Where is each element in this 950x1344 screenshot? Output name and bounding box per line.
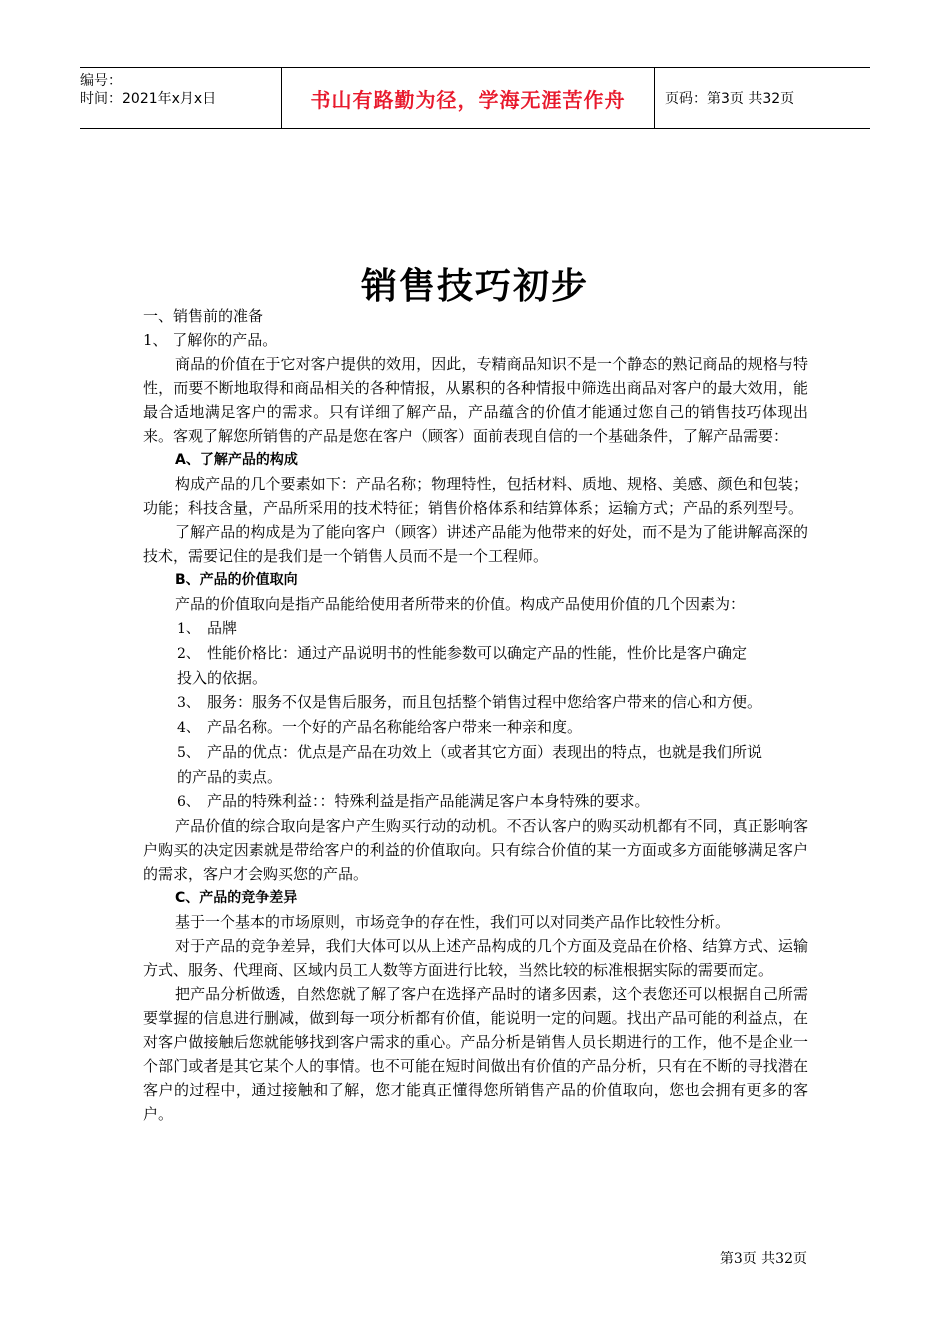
list-item: 5、 产品的优点：优点是产品在功效上（或者其它方面）表现出的特点，也就是我们所说 bbox=[177, 743, 763, 761]
paragraph: 商品的价值在于它对客户提供的效用，因此，专精商品知识不是一个静态的熟记商品的规格与特性，而要不断地取得和商品相关的各种情报，从累积的各种情报中筛选出商品对客户的最大效用，能最合适地满足客户的需求。只有详细了解产品，产品蕴含的价值才能通过您自己的销售技巧体现出来。客观了解您所销售的产品是您在客户（顾客）面前表现自信的一个基础条件，了解产品需要： bbox=[143, 355, 808, 445]
section-heading: 一、销售前的准备 bbox=[143, 307, 264, 325]
subsection-heading: 1、 了解你的产品。 bbox=[143, 331, 278, 349]
paragraph: 基于一个基本的市场原则，市场竞争的存在性，我们可以对同类产品作比较性分析。 bbox=[175, 913, 731, 931]
list-item-continuation: 的产品的卖点。 bbox=[177, 768, 283, 786]
bold-heading-b: B、产品的价值取向 bbox=[175, 572, 298, 588]
list-item: 1、 品牌 bbox=[177, 619, 238, 637]
bold-heading-c: C、产品的竞争差异 bbox=[175, 890, 298, 906]
date-label: 时间：2021年x月x日 bbox=[80, 91, 217, 107]
paragraph: 构成产品的几个要素如下：产品名称；物理特性，包括材料、质地、规格、美感、颜色和包装；功能；科技含量，产品所采用的技术特征；销售价格体系和结算体系；运输方式；产品的系列型号。 bbox=[143, 475, 808, 517]
page-footer: 第3页 共32页 bbox=[719, 1251, 807, 1267]
motto: 书山有路勤为径，学海无涯苦作舟 bbox=[310, 87, 626, 112]
paragraph: 产品价值的综合取向是客户产生购买行动的动机。不否认客户的购买动机都有不同，真正影响客户购买的决定因素就是带给客户的利益的价值取向。只有综合价值的某一方面或多方面能够满足客户的需求，客户才会购买您的产品。 bbox=[143, 817, 808, 883]
list-item: 4、 产品名称。一个好的产品名称能给客户带来一种亲和度。 bbox=[177, 718, 583, 736]
header-page-cell bbox=[655, 68, 870, 128]
bold-heading-a: A、了解产品的构成 bbox=[175, 452, 298, 468]
header-motto-cell bbox=[281, 68, 655, 128]
document-body bbox=[143, 304, 808, 1126]
list-item-continuation: 投入的依据。 bbox=[177, 669, 268, 687]
list-item: 6、 产品的特殊利益：：特殊利益是指产品能满足客户本身特殊的要求。 bbox=[177, 792, 650, 810]
number-label: 编号： bbox=[80, 73, 122, 89]
list-item: 3、 服务：服务不仅是售后服务，而且包括整个销售过程中您给客户带来的信心和方便。 bbox=[177, 693, 763, 711]
header-meta bbox=[80, 68, 281, 128]
document-title: 销售技巧初步 bbox=[360, 266, 589, 307]
paragraph: 把产品分析做透，自然您就了解了客户在选择产品时的诸多因素，这个表您还可以根据自己所需要掌握的信息进行删减，做到每一项分析都有价值，能说明一定的问题。找出产品可能的利益点，在对客户做接触后您就能够找到客户需求的重心。产品分析是销售人员长期进行的工作，他不是企业一个部门或者是其它某个人的事情。也不可能在短时间做出有价值的产品分析，只有在不断的寻找潜在客户的过程中，通过接触和了解，您才能真正懂得您所销售产品的价值取向，您也会拥有更多的客户。 bbox=[143, 985, 808, 1123]
paragraph: 对于产品的竞争差异，我们大体可以从上述产品构成的几个方面及竞品在价格、结算方式、运输方式、服务、代理商、区域内员工人数等方面进行比较，当然比较的标准根据实际的需要而定。 bbox=[143, 937, 808, 979]
header-table bbox=[80, 67, 870, 129]
list-item: 2、 性能价格比：通过产品说明书的性能参数可以确定产品的性能，性价比是客户确定 bbox=[177, 644, 748, 662]
page-label: 页码：第3页 共32页 bbox=[665, 91, 795, 107]
paragraph: 产品的价值取向是指产品能给使用者所带来的价值。构成产品使用价值的几个因素为： bbox=[175, 595, 746, 613]
paragraph: 了解产品的构成是为了能向客户（顾客）讲述产品能为他带来的好处，而不是为了能讲解高深的技术，需要记住的是我们是一个销售人员而不是一个工程师。 bbox=[143, 523, 808, 565]
